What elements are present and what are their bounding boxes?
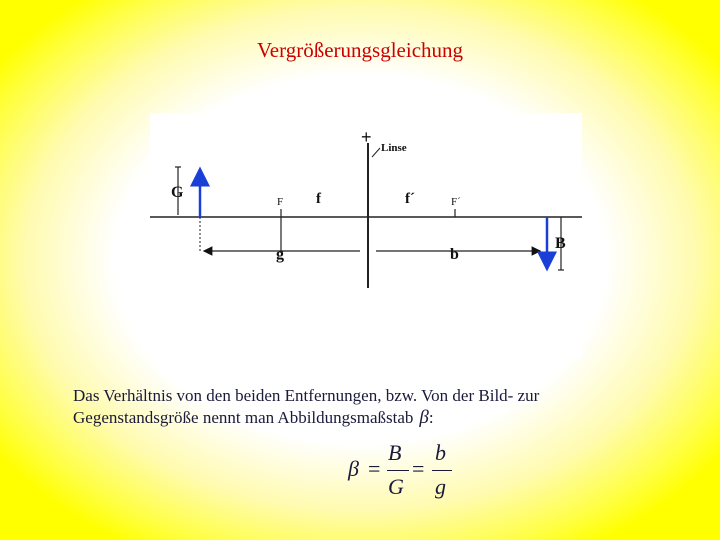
lens-pointer [372, 148, 380, 157]
fraction-bar-2 [432, 470, 452, 471]
image-label-B: B [555, 235, 566, 252]
lens-diagram [150, 113, 582, 359]
focal-length-f-prime: f´ [405, 191, 415, 207]
fraction-bar-1 [387, 470, 409, 471]
formula-beta: β [348, 456, 359, 481]
formula-numerator-B: B [388, 440, 402, 465]
formula-denominator-G: G [388, 474, 404, 499]
formula-numerator-b: b [435, 440, 446, 465]
focal-length-f: f [316, 191, 321, 207]
formula-denominator-g: g [435, 474, 446, 499]
distance-label-g: g [276, 246, 284, 263]
caption [73, 385, 673, 429]
lens-label: Linse [381, 142, 407, 154]
caption-line-1: Das Verhältnis von den beiden Entfernungen, bzw. Von der Bild- zur [73, 386, 540, 405]
lens-plus: + [361, 127, 372, 147]
caption-line-2: Gegenstandsgröße nennt man Abbildungsmaßstab β: [73, 407, 434, 428]
formula-equals-1: = [368, 456, 381, 481]
magnification-formula [348, 440, 468, 500]
distance-label-b: b [450, 246, 459, 263]
focal-label-F-prime: F´ [451, 196, 461, 208]
beta-symbol: β [419, 407, 429, 428]
focal-label-F: F [277, 196, 284, 208]
object-label-G: G [171, 184, 184, 201]
page-title: Vergrößerungsgleichung [256, 38, 464, 62]
formula-equals-2: = [412, 456, 425, 481]
